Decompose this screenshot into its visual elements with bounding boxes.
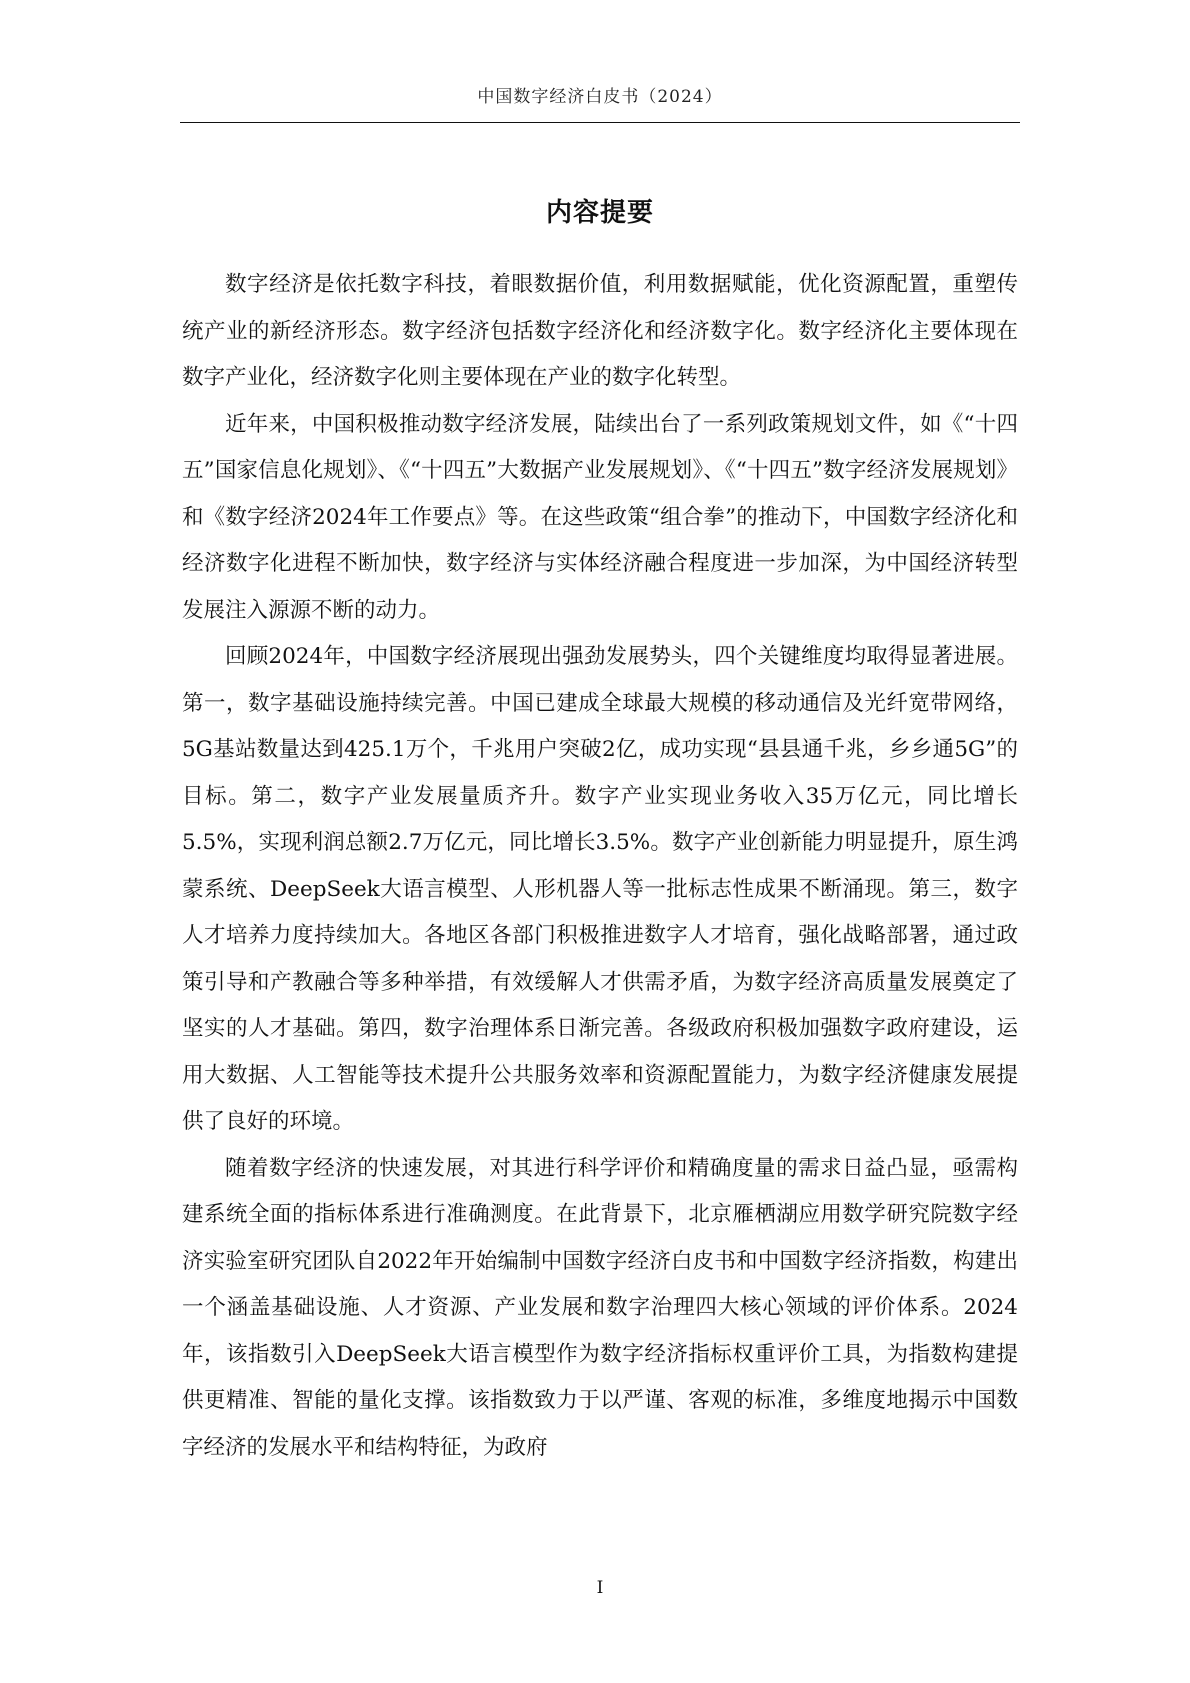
paragraph: 数字经济是依托数字科技，着眼数据价值，利用数据赋能，优化资源配置，重塑传统产业的新经济形态。数字经济包括数字经济化和经济数字化。数字经济化主要体现在数字产业化，经济数字化则主要体现在产业的数字化转型。 — [182, 272, 1018, 390]
running-header: 中国数字经济白皮书（2024） — [477, 87, 723, 107]
document-body — [182, 262, 1018, 1471]
paragraph: 近年来，中国积极推动数字经济发展，陆续出台了一系列政策规划文件，如《“十四五”国家信息化规划》、《“十四五”大数据产业发展规划》、《“十四五”数字经济发展规划》和《数字经济2024年工作要点》等。在这些政策“组合拳”的推动下，中国数字经济化和经济数字化进程不断加快，数字经济与实体经济融合程度进一步加深，为中国经济转型发展注入源源不断的动力。 — [182, 411, 1018, 623]
header-divider — [180, 122, 1020, 123]
paragraph: 回顾2024年，中国数字经济展现出强劲发展势头，四个关键维度均取得显著进展。第一，数字基础设施持续完善。中国已建成全球最大规模的移动通信及光纤宽带网络，5G基站数量达到425.1万个，千兆用户突破2亿，成功实现“县县通千兆，乡乡通5G”的目标。第二，数字产业发展量质齐升。数字产业实现业务收入35万亿元，同比增长5.5%，实现利润总额2.7万亿元，同比增长3.5%。数字产业创新能力明显提升，原生鸿蒙系统、DeepSeek大语言模型、人形机器人等一批标志性成果不断涌现。第三，数字人才培养力度持续加大。各地区各部门积极推进数字人才培育，强化战略部署，通过政策引导和产教融合等多种举措，有效缓解人才供需矛盾，为数字经济高质量发展奠定了坚实的人才基础。第四，数字治理体系日渐完善。各级政府积极加强数字政府建设，运用大数据、人工智能等技术提升公共服务效率和资源配置能力，为数字经济健康发展提供了良好的环境。 — [182, 644, 1018, 1134]
page-number: I — [596, 1578, 604, 1598]
paragraph: 随着数字经济的快速发展，对其进行科学评价和精确度量的需求日益凸显，亟需构建系统全面的指标体系进行准确测度。在此背景下，北京雁栖湖应用数学研究院数字经济实验室研究团队自2022年开始编制中国数字经济白皮书和中国数字经济指数，构建出一个涵盖基础设施、人才资源、产业发展和数字治理四大核心领域的评价体系。2024年，该指数引入DeepSeek大语言模型作为数字经济指标权重评价工具，为指数构建提供更精准、智能的量化支撑。该指数致力于以严谨、客观的标准，多维度地揭示中国数字经济的发展水平和结构特征，为政府 — [182, 1155, 1018, 1460]
section-title: 内容提要 — [545, 198, 654, 228]
